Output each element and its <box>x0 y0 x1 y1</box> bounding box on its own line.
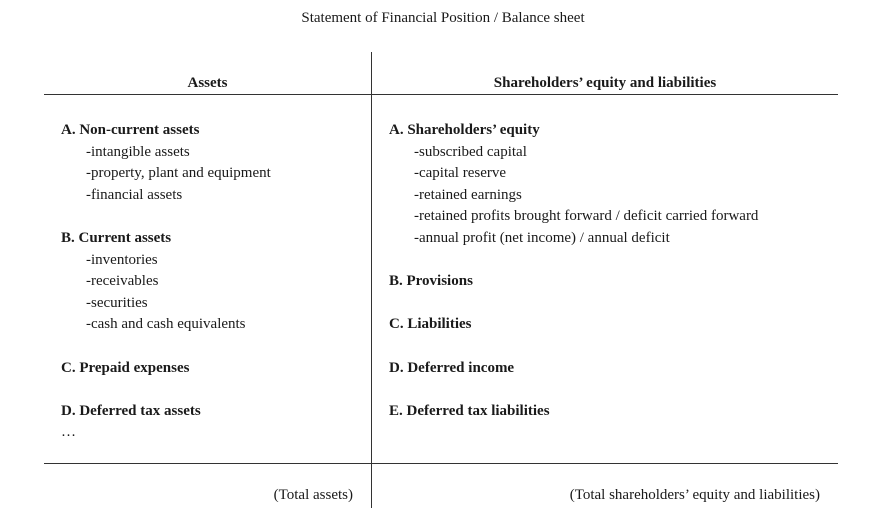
assets-column <box>61 120 361 444</box>
list-item: -retained earnings <box>414 186 522 203</box>
section-title: E. Deferred tax liabilities <box>389 402 550 419</box>
list-item: -subscribed capital <box>414 143 527 160</box>
list-item: -annual profit (net income) / annual deficit <box>414 229 670 246</box>
section-title: A. Non-current assets <box>61 122 200 138</box>
assets-section-c <box>61 358 361 380</box>
section-title: C. Liabilities <box>389 316 472 333</box>
section-title: A. Shareholders’ equity <box>389 122 540 138</box>
list-item: -intangible assets <box>86 143 190 160</box>
assets-section-a <box>61 120 361 206</box>
section-title: B. Current assets <box>61 229 172 246</box>
total-equity-liabilities-label: (Total shareholders’ equity and liabilities) <box>569 487 820 503</box>
page-title: Statement of Financial Position / Balance sheet <box>301 10 585 26</box>
assets-header: Assets <box>187 75 228 91</box>
section-title: B. Provisions <box>389 273 473 290</box>
header-rule <box>44 94 838 95</box>
equity-liabilities-header: Shareholders’ equity and liabilities <box>493 75 717 91</box>
assets-section-b <box>61 228 361 336</box>
list-item: -property, plant and equipment <box>86 165 271 182</box>
list-item: -financial assets <box>86 186 183 203</box>
section-title: D. Deferred tax assets <box>61 402 201 419</box>
assets-section-d <box>61 401 361 444</box>
equity-liabilities-column <box>389 120 829 422</box>
list-item: -inventories <box>86 251 158 268</box>
column-divider <box>371 52 372 508</box>
total-assets-label: (Total assets) <box>273 487 353 503</box>
section-title: D. Deferred income <box>389 359 515 376</box>
section-title: C. Prepaid expenses <box>61 359 190 376</box>
list-item: -securities <box>86 294 148 311</box>
ellipsis-item: … <box>61 424 76 441</box>
list-item: -cash and cash equivalents <box>86 316 246 333</box>
list-item: -retained profits brought forward / deficit carried forward <box>414 208 759 225</box>
total-rule <box>44 463 838 464</box>
equity-section-a <box>389 120 829 250</box>
list-item: -receivables <box>86 273 159 290</box>
list-item: -capital reserve <box>414 165 507 182</box>
